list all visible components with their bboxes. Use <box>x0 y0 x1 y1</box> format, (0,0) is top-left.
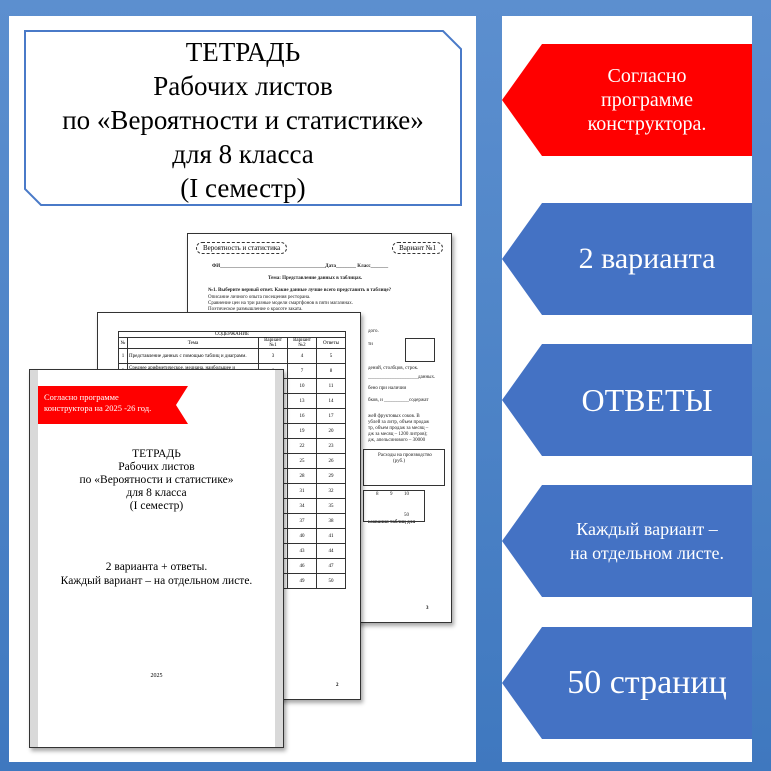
row-answers: 29 <box>317 469 346 484</box>
option-1: Описание личного опыта посещения ресторана. <box>208 295 311 300</box>
badge-line: на отдельном листе. <box>570 543 724 563</box>
title-callout <box>23 29 463 207</box>
row-answers: 47 <box>317 559 346 574</box>
fio-line: ФИ__________________________________________Дата________ Класс_______ <box>212 264 389 269</box>
cover-page <box>29 369 284 748</box>
answers-badge <box>502 344 752 456</box>
topic-line: Тема: Представление данных в таблицах. <box>268 276 363 281</box>
text-fragment: ьзования таблиц для <box>368 520 416 525</box>
badge-line: конструктора. <box>587 113 707 135</box>
col-header-topic: Тема <box>128 338 259 349</box>
right-panel <box>502 16 752 762</box>
row-variant-2: 46 <box>288 559 317 574</box>
notebook-title <box>23 35 463 205</box>
text-fragment: дений, столбцов, строк. <box>368 366 419 371</box>
row-variant-2: 10 <box>288 379 317 394</box>
row-answers: 35 <box>317 499 346 514</box>
cover-info-line: 2 варианта + ответы. <box>105 561 208 573</box>
separate-sheet-text <box>542 485 752 597</box>
task-1: №1. Выберите верный ответ. Какие данные лучше всего представить в таблице? <box>208 288 392 293</box>
text-fragment: дж за месяц – 1200 литров); <box>368 432 428 437</box>
numbers-grid <box>363 490 425 522</box>
subject-label: Вероятность и статистика <box>196 242 287 254</box>
row-variant-2: 34 <box>288 499 317 514</box>
text-fragment: ти <box>368 342 373 347</box>
text-fragment: ублей за литр, объем продаж <box>368 420 430 425</box>
cover-info <box>38 560 275 588</box>
row-variant-2: 40 <box>288 529 317 544</box>
cover-title-line: для 8 класса <box>126 487 187 499</box>
row-variant-2: 43 <box>288 544 317 559</box>
row-answers: 8 <box>317 364 346 379</box>
badge-line: Согласно <box>607 65 687 87</box>
row-answers: 38 <box>317 514 346 529</box>
text-fragment: (руб.) <box>393 459 405 464</box>
row-variant-2: 22 <box>288 439 317 454</box>
option-3: Поэтическое размышление о красоте заката. <box>208 307 303 312</box>
cover-title-line: (I семестр) <box>129 500 184 512</box>
cover-info-line: Каждый вариант – на отдельном листе. <box>60 575 253 587</box>
row-answers: 44 <box>317 544 346 559</box>
row-answers: 5 <box>317 349 346 364</box>
cover-margin <box>275 370 283 747</box>
grid-number: 8 <box>376 492 379 497</box>
badge-line: программе <box>601 89 693 111</box>
row-answers: 14 <box>317 394 346 409</box>
cover-program-badge <box>38 386 188 424</box>
cover-margin <box>30 370 38 747</box>
row-variant-2: 49 <box>288 574 317 589</box>
text-fragment: тр, объем продаж за месяц – <box>368 426 429 431</box>
col-header-answers: Ответы <box>317 338 346 349</box>
badge-line: 50 страниц <box>567 664 727 701</box>
row-answers: 11 <box>317 379 346 394</box>
cover-title-line: ТЕТРАДЬ <box>132 448 181 460</box>
option-2: Сравнение цен на три разные модели смартфонов в пяти магазинах. <box>208 301 353 306</box>
text-fragment: дж, апельсинового – 30000 <box>368 438 426 443</box>
title-line: для 8 класса <box>172 139 314 169</box>
row-answers: 50 <box>317 574 346 589</box>
grid-number: 9 <box>390 492 393 497</box>
row-variant-2: 31 <box>288 484 317 499</box>
cover-year: 2025 <box>150 673 163 679</box>
title-line: по «Вероятности и статистике» <box>62 105 424 135</box>
cover-title-line: Рабочих листов <box>118 461 195 473</box>
col-header-num: № <box>119 338 128 349</box>
left-panel <box>9 16 476 762</box>
separate-sheet-badge <box>502 485 752 597</box>
text-fragment: Расходы на производство <box>378 453 432 458</box>
row-topic: Представление данных с помощью таблиц и диаграмм. <box>128 349 259 364</box>
row-variant-2: 4 <box>288 349 317 364</box>
row-variant-2: 13 <box>288 394 317 409</box>
contents-row <box>119 349 346 364</box>
badge-line: ОТВЕТЫ <box>581 381 713 418</box>
row-number: 1 <box>119 349 128 364</box>
col-header-v2: Вариант №2 <box>288 338 317 349</box>
row-answers: 20 <box>317 424 346 439</box>
text-fragment: бено при наличии <box>368 386 407 391</box>
page-number: 2 <box>336 683 339 688</box>
text-fragment: дого. <box>368 329 379 334</box>
row-answers: 26 <box>317 454 346 469</box>
grid-number: 50 <box>404 513 409 518</box>
row-variant-2: 16 <box>288 409 317 424</box>
row-variant-2: 25 <box>288 454 317 469</box>
answer-box <box>405 338 435 362</box>
col-header-v1: Вариант №1 <box>259 338 288 349</box>
grid-number: 10 <box>404 492 409 497</box>
row-answers: 41 <box>317 529 346 544</box>
cover-badge-line: конструктора на 2025 -26 год. <box>44 403 152 413</box>
expenses-table <box>363 449 445 486</box>
text-fragment: бков, и __________содержат <box>368 398 429 403</box>
row-variant-2: 37 <box>288 514 317 529</box>
badge-line: 2 варианта <box>578 242 716 275</box>
row-answers: 32 <box>317 484 346 499</box>
row-variant-2: 28 <box>288 469 317 484</box>
program-badge <box>502 44 752 156</box>
badge-line: Каждый вариант – <box>576 519 718 539</box>
text-fragment: ____________________данных. <box>368 375 436 380</box>
contents-heading: СОДЕРЖАНИЕ <box>119 332 346 338</box>
row-variant-1: 3 <box>259 349 288 364</box>
cover-title <box>38 448 275 513</box>
row-answers: 17 <box>317 409 346 424</box>
title-line: Рабочих листов <box>153 71 333 101</box>
title-line: ТЕТРАДЬ <box>185 37 301 67</box>
pages-badge <box>502 627 752 739</box>
cover-title-line: по «Вероятности и статистике» <box>79 474 234 486</box>
row-variant-2: 19 <box>288 424 317 439</box>
variant-label: Вариант №1 <box>392 242 443 254</box>
title-line: (I семестр) <box>180 173 306 203</box>
text-fragment: жей фруктовых соков. В <box>368 414 420 419</box>
row-answers: 23 <box>317 439 346 454</box>
program-badge-text <box>542 44 752 156</box>
row-variant-2: 7 <box>288 364 317 379</box>
page-number: 3 <box>426 606 429 611</box>
cover-badge-line: Согласно программе <box>44 392 119 402</box>
variants-badge <box>502 203 752 315</box>
